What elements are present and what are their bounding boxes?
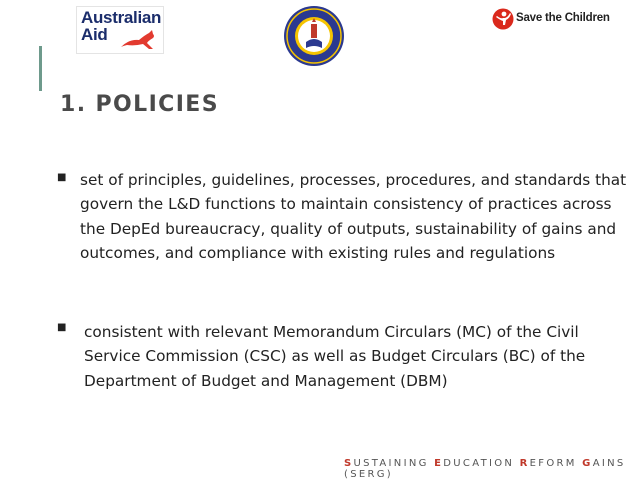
- footer-word-reform: EFORM: [529, 458, 583, 469]
- australian-aid-logo: [76, 6, 164, 54]
- footer-word-gains: AINS (SERG): [344, 458, 626, 480]
- footer-initial-g: G: [582, 458, 593, 469]
- save-the-children-logo: [486, 6, 632, 32]
- deped-seal-icon: [280, 4, 348, 68]
- footer-word-sustaining: USTAINING: [353, 458, 435, 469]
- accent-bar: [39, 46, 42, 91]
- footer-initial-s: S: [344, 458, 354, 469]
- kangaroo-icon: [119, 29, 161, 51]
- slide-title: 1. POLICIES: [60, 92, 219, 117]
- footer-word-education: DUCATION: [443, 458, 520, 469]
- footer-initial-e: E: [434, 458, 444, 469]
- save-the-children-wordmark: Save the Children: [516, 12, 610, 24]
- bullet-marker-2: ■: [57, 322, 67, 333]
- save-the-children-icon: [492, 8, 514, 30]
- footer-initial-r: R: [519, 458, 530, 469]
- bullet-marker-1: ■: [57, 172, 67, 183]
- footer-tagline: [344, 458, 638, 480]
- australian-aid-line1: Australian: [81, 8, 162, 27]
- australian-aid-line2: Aid: [81, 25, 108, 44]
- bullet-text-2: consistent with relevant Memorandum Circulars (MC) of the Civil Service Commission (CSC) as well as Budget Circulars (BC) of the Department of Budget and Management (DBM): [84, 323, 586, 390]
- deped-seal-logo: [280, 4, 348, 68]
- bullet-text-1: set of principles, guidelines, processes, procedures, and standards that govern the L&D functions to maintain consistency of practices across the DepEd bureaucracy, quality of outputs, sustainability of gains and outcomes, and compliance with existing rules and regulations: [80, 171, 627, 262]
